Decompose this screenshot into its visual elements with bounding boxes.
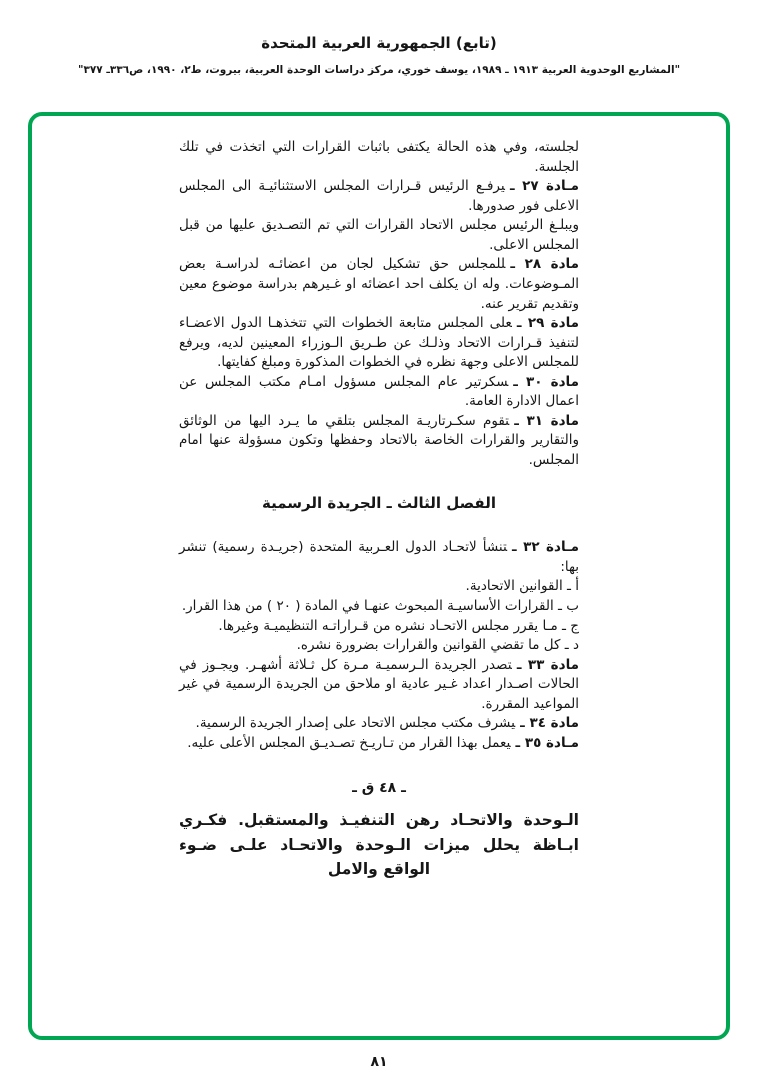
article-label: مادة ٣٤ ـ: [520, 715, 579, 732]
paragraph: [179, 656, 579, 715]
article-text: لجلسته، وفي هذه الحالة يكتفى باثبات القرارات التي اتخذت في تلك الجلسة.: [179, 139, 579, 175]
entry-number-marker: ـ ٤٨ ق ـ: [352, 779, 406, 796]
paragraph: [179, 138, 579, 177]
article-label: مادة ٢٩ ـ: [516, 315, 579, 332]
article-text: للمجلس حق تشكيل لجان من اعضائـه لدراسـة بعض المـوضوعات. وله ان يكلف احد اعضائه او غـيرهم بدراسة موضوع معين وتقديم تقرير عنه.: [179, 256, 579, 312]
paragraph: [179, 255, 579, 314]
green-border-frame: [28, 112, 730, 1040]
article-text: تقوم سكـرتاريـة المجلس بتلقي ما يـرد اليها من الوثائق والتقارير والقرارات الخاصة بالاتحاد وحفظها وتكون مسؤولة عنها امام المجلس.: [179, 412, 579, 468]
paragraph: [179, 314, 579, 373]
paragraph: [179, 538, 579, 577]
article-label: مادة ٣٣ ـ: [516, 656, 579, 673]
page-number: ٨١: [370, 1054, 388, 1070]
paragraph: [179, 373, 579, 412]
article-text: سكرتير عام المجلس مسؤول امـام مكتب المجلس عن اعمال الادارة العامة.: [179, 373, 579, 410]
article-text: ب ـ القرارات الأساسيـة المبحوث عنهـا في المادة ( ٢٠ ) من هذا القرار.: [181, 598, 579, 614]
text-column: [179, 138, 579, 882]
article-label: مـادة ٣٥ ـ: [515, 734, 579, 751]
list-item: [179, 636, 579, 656]
paragraph: [179, 714, 579, 734]
article-label: مـادة ٢٧ ـ: [509, 178, 579, 195]
paragraph: [179, 177, 579, 216]
list-item: [179, 617, 579, 637]
article-text: يرفـع الرئيس قـرارات المجلس الاستثنائيـة الى المجلس الاعلى فور صدورها.: [179, 178, 579, 214]
article-text: ويبلـغ الرئيس مجلس الاتحاد القرارات التي تم التصـديق عليها من قبل المجلس الاعلى.: [179, 217, 579, 253]
article-text: يشرف مكتب مجلس الاتحاد على إصدار الجريدة الرسمية.: [195, 715, 516, 732]
section-heading: الفصل الثالث ـ الجريدة الرسمية: [262, 493, 496, 512]
paragraph: [179, 734, 579, 754]
list-item: [179, 577, 579, 597]
page-title: (تابع) الجمهورية العربية المتحدة: [261, 34, 497, 52]
article-text: يعمل بهذا القرار من تـاريـخ تصـديـق المجلس الأعلى عليه.: [187, 734, 511, 751]
page-header: [0, 0, 758, 76]
list-item: [179, 597, 579, 617]
article-label: مـادة ٣٢ ـ: [512, 539, 579, 556]
article-label: مادة ٣٠ ـ: [513, 373, 579, 390]
article-text: تصدر الجريدة الـرسميـة مـرة كل ثـلاثة أشهـر. ويجـوز في الحالات اصـدار اعداد غـير عادية او ملاحق من الجريدة الرسمية في غير المواعيد المقررة.: [179, 656, 579, 712]
article-label: مادة ٢٨ ـ: [510, 256, 579, 273]
article-text: ج ـ مـا يقرر مجلس الاتحـاد نشره من قـراراتـه التنظيميـة وغيرها.: [218, 617, 579, 634]
article-text: على المجلس متابعة الخطوات التي تتخذهـا الدول الاعضـاء لتنفيذ قـرارات الاتحاد وذلـك عن طـريق الـوزراء المعينين لديه، ويرفع للمجلس الاعلى وجهة نظره في الخطوات المذكورة ومبلغ كفايتها.: [179, 315, 579, 371]
article-text: تنشأ لاتحـاد الدول العـربية المتحدة (جريـدة رسمية) تنشر بها:: [179, 539, 579, 575]
article-text: د ـ كل ما تقضي القوانين والقرارات بضرورة نشره.: [296, 637, 579, 654]
article-text: أ ـ القوانين الاتحادية.: [465, 578, 579, 595]
paragraph: [179, 216, 579, 255]
article-label: مادة ٣١ ـ: [514, 412, 579, 429]
closing-title-text: الـوحدة والاتحـاد رهن التنفيـذ والمستقبل. فكـري ابـاظة يحلل ميزات الـوحدة والاتحـاد علـى ضـوء الواقع والامل: [179, 810, 579, 879]
paragraph: [179, 412, 579, 471]
citation: "المشاريع الوحدوية العربية ١٩١٣ ـ ١٩٨٩، يوسف خوري، مركز دراسات الوحدة العربية، بيروت، ط٢، ١٩٩٠، ص٣٣٦ـ ٣٧٧": [77, 64, 681, 76]
